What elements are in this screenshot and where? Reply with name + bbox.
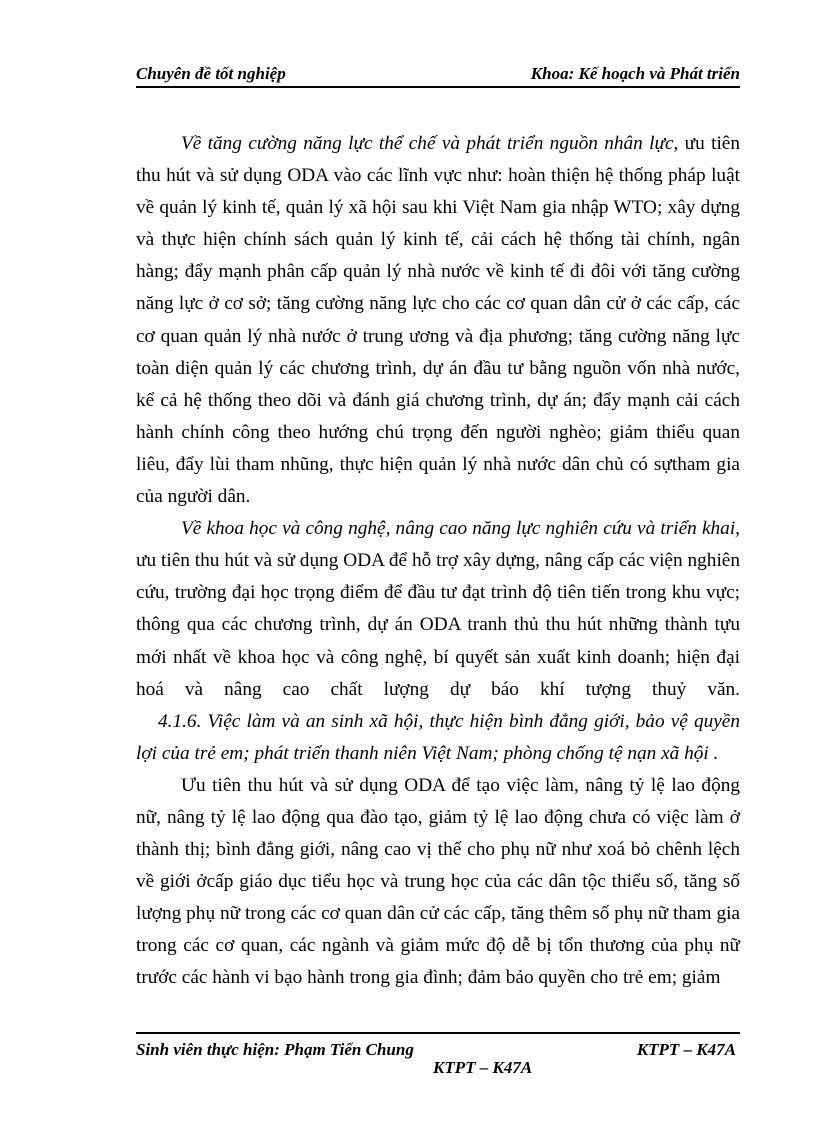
footer-class-secondary: KTPT – K47A [433, 1058, 533, 1077]
paragraph-text: ưu tiên thu hút và sử dụng ODA để hỗ trợ xây dựng, nâng cấp các viện nghiên cứu, trường đại học trọng điểm để đầu tư đạt trình độ tiên tiến trong khu vực; thông qua các chương trình, dự án ODA tranh thủ thu hút những thành tựu mới nhất về khoa học và công nghệ, bí quyết sản xuất kinh doanh; hiện đại hoá và nâng cao chất lượng dự báo khí tượng thuỷ văn. [136, 550, 740, 700]
paragraph-lead: Về tăng cường năng lực thể chế và phát triển nguồn nhân lực [181, 133, 674, 154]
header-department: Khoa: Kế hoạch và Phát triển [530, 64, 740, 83]
page-header [136, 64, 740, 88]
paragraph-text: , ưu tiên thu hút và sử dụng ODA vào các lĩnh vực như: hoàn thiện hệ thống pháp luật về quản lý kinh tế, quản lý xã hội sau khi Việt Nam gia nhập WTO; xây dựng và thực hiện chính sách quản lý kinh tế, cải cách hệ thống tài chính, ngân hàng; đẩy mạnh phân cấp quản lý nhà nước về kinh tế đi đôi với tăng cường năng lực ở cơ sở; tăng cường năng lực cho các cơ quan dân cử ở các cấp, các cơ quan quản lý nhà nước ở trung ương và địa phương; tăng cường năng lực toàn diện quản lý các chương trình, dự án đầu tư bằng nguồn vốn nhà nước, kể cả hệ thống theo dõi và đánh giá chương trình, dự án; đẩy mạnh cải cách hành chính công theo hướng chú trọng đến người nghèo; giảm thiểu quan liêu, đẩy lùi tham nhũng, thực hiện quản lý nhà nước dân chủ có sựtham gia của người dân. [136, 133, 741, 508]
footer-author: Sinh viên thực hiện: Phạm Tiến Chung [136, 1040, 414, 1059]
paragraph-science-technology [136, 513, 740, 706]
footer-class: KTPT – K47A [636, 1040, 736, 1059]
document-body [136, 128, 740, 995]
paragraph-lead: Về khoa học và công nghệ, nâng cao năng lực nghiên cứu và triển khai, [181, 518, 740, 540]
header-title: Chuyên đề tốt nghiệp [136, 64, 286, 83]
paragraph-institutional-capacity [136, 128, 740, 513]
section-heading: 4.1.6. Việc làm và an sinh xã hội, thực hiện bình đẳng giới, bảo vệ quyền lợi của trẻ em; phát triển thanh niên Việt Nam; phòng chống tệ nạn xã hội . [136, 710, 740, 764]
paragraph-employment-social-security: Ưu tiên thu hút và sử dụng ODA để tạo việc làm, nâng tỷ lệ lao động nữ, nâng tỷ lệ lao động qua đào tạo, giảm tỷ lệ lao động chưa có việc làm ở thành thị; bình đẳng giới, nâng cao vị thế cho phụ nữ như xoá bỏ chênh lệch về giới ởcấp giáo dục tiểu học và trung học của các dân tộc thiểu số, tăng số lượng phụ nữ trong các cơ quan dân cử các cấp, tăng thêm số phụ nữ tham gia trong các cơ quan, các ngành và giảm mức độ dễ bị tổn thương của phụ nữ trước các hành vi bạo hành trong gia đình; đảm bảo quyền cho trẻ em; giảm [136, 774, 740, 989]
